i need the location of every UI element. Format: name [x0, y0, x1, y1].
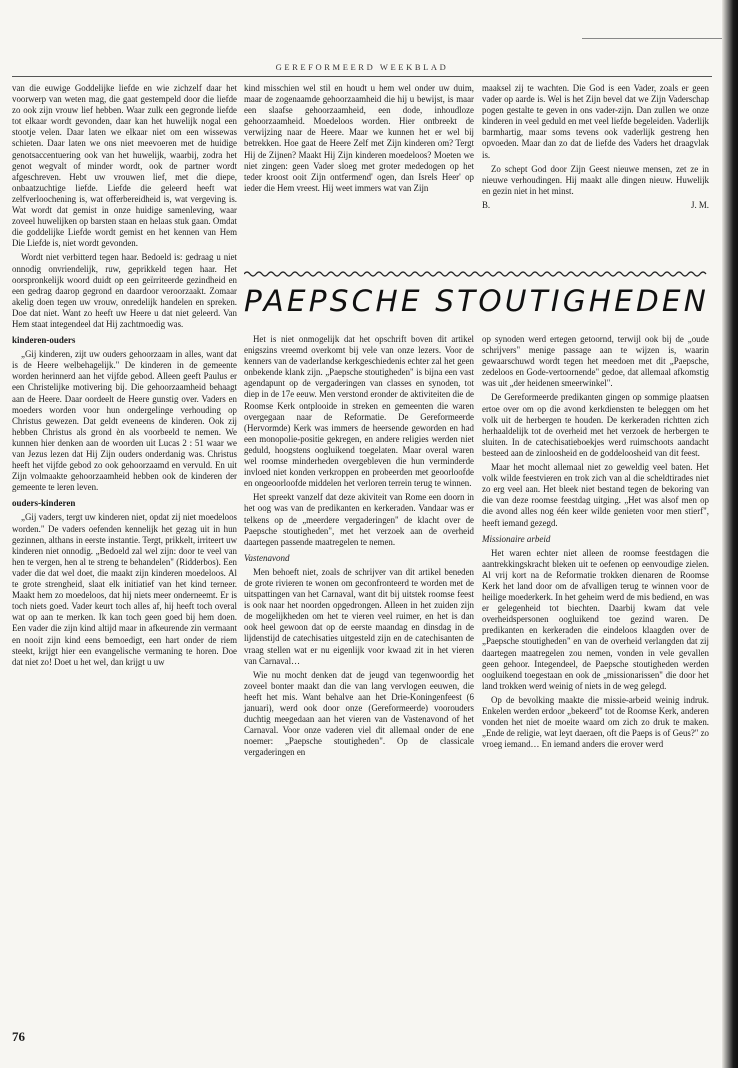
paragraph: van die euwige Goddelijke liefde en wie zichzelf daar het voorwerp van weten mag, die gaat gestempeld door die liefde zo ook zijn vrouw lief hebben. Waar zulk een gegronde liefde tot elkaar wordt gevonden, daar kan het huwelijk nogal een stootje velen. Daar laten we elkaar niet om een wissewas schieten. Daar laten we ons niet meevoeren met de huidige genotsaccentuering ook van het huwelijk, waarbij, zodra het genot wegvalt of minder wordt, ook de partner wordt afgeschreven. Hebt uw vrouwen lief, met die diepe, onbaatzuchtige liefde. Liefde die geleerd heeft wat zelfverloochening is, wat offerbereidheid is, wat vergeving is. Wat wordt dat gemist in onze huidige samenleving, waar zoveel huwelijken op barsten staan en helaas stuk gaan. Omdat die goddelijke Liefde wordt gemist en het kennen van Hem Die Liefde is, niet wordt gevonden. [12, 83, 237, 249]
paragraph: Op de bevolking maakte die missie-arbeid weinig indruk. Enkelen werden erdoor „bekeerd" tot de Roomse Kerk, anderen vonden het niet de moeite waard om zich zo druk te maken. „Ende de religie, wat leyt daeraen, oft die Paeps is of Geus?" zo vroeg iemand… En iemand anders die erover werd [482, 694, 709, 750]
paragraph: op synoden werd ertegen getoornd, terwijl ook bij de „oude schrijvers" menige passage aan te wijzen is, waarin gewaarschuwd wordt tegen het meedoen met dit „Paepsche, zedeloos en Gode-vertoornende" gedoe, dat allemaal afkomstig was uit „der heidenen smeerwinkel". [482, 334, 709, 389]
section-heading: ouders-kinderen [12, 498, 76, 509]
wavy-divider [244, 270, 709, 278]
header-rule [12, 76, 712, 77]
paragraph: Het is niet onmogelijk dat het opschrift boven dit artikel enigszins vreemd overkomt bij vele van onze lezers. Voor de kenners van de vaderlandse kerkgeschiedenis echter zal het geen onbekende klank zijn. „Paepsche stoutigheden" is bijna een vast agendapunt op de vergaderingen van classes en synoden, tot diep in de 17e eeuw. Men verstond eronder de aktiviteiten die de Roomse Kerk ontplooide in streken en gemeenten die waren overgegaan naar de Reformatie. De Gereformeerde (Hervormde) Kerk was immers de heersende geworden en had een monopolie-positie gekregen, en andere religies werden niet geduld, hoogstens oogluikend toegelaten. Maar overal waren wel roomse minderheden overgebleven die hun verminderde invloed niet konden verkroppen en probeerden met geoorloofde en ongeoorloofde middelen het verloren terrein terug te winnen. [244, 334, 474, 489]
paragraph: „Gij kinderen, zijt uw ouders gehoorzaam in alles, want dat is de Heere welbehagelijk." De kinderen in de gemeente worden herinnerd aan het vijfde gebod. Alleen geeft Paulus er een Christelijke motivering bij. Die gehoorzaamheid behaagt aan de Heere. Daar oordeelt de Heere gunstig over. Vaders en moeders worden voor hun ondergelinge verhouding op Christus gewezen. Dat geldt eveneens de kinderen. Ook zij hebben Christus als grond èn als voorbeeld te nemen. We kunnen hier denken aan de woorden uit Lucas 2 : 51 waar we van Jezus lezen dat Hij Zijn ouders onderdanig was. Christus heeft het vijfde gebod zo ook gehoorzaamd en vervuld. En uit Zijn volmaakte gehoorzaamheid hebben ook de kinderen der gemeente te leren leven. [12, 349, 237, 493]
article-column-2 [482, 334, 709, 753]
paragraph: Wordt niet verbitterd tegen haar. Bedoeld is: gedraag u niet onnodig onvriendelijk, ruw, geprikkeld tegen haar. Het oorspronkelijk woord duidt op een geïrriteerde gezindheid en een gedrag daarop gegrond en daardoor veroorzaakt. Zomaar akelig doen tegen uw vrouw, onredelijk handelen en spreken. Doe dat niet. Want zo heeft uw Heere u dat niet geleerd. Van Hem staat integendeel dat Hij zachtmoedig was. [12, 252, 237, 329]
paragraph: Maar het mocht allemaal niet zo geweldig veel baten. Het volk wilde feestvieren en trok zich van al die scheldtirades niet zo erg veel aan. Het bleek niet bestand tegen de bekoring van die van deze roomse feestdag uitging. „Het was alsof men op die avond alles nog één keer wilde genieten voor men stierf", heeft iemand gezegd. [482, 462, 709, 528]
paragraph: Het spreekt vanzelf dat deze akiviteit van Rome een doorn in het oog was van de predikanten en kerkeraden. Vandaar was er telkens op de „meerdere vergaderingen" de klacht over de Paepsche stoutigheden", met het verzoek aan de overheid daartegen passende maatregelen te nemen. [244, 492, 474, 547]
signature-line [482, 200, 709, 211]
article-title: PAEPSCHE STOUTIGHEDEN [244, 284, 710, 318]
page-number: 76 [12, 1029, 25, 1044]
paragraph: De Gereformeerde predikanten gingen op sommige plaatsen ertoe over om op die avond kerkdiensten te beleggen om het volk uit de herbergen te houden. De kerkeraden richtten zich herhaaldelijk tot de overheid met het verzoek de herbergen te sluiten. In de catechisatieboekjes werd ruimschoots aandacht besteed aan de zinloosheid en de goddeloosheid van dit feest. [482, 392, 709, 458]
paragraph: Het waren echter niet alleen de roomse feestdagen die aantrekkingskracht bleken uit te oefenen op eenvoudige zielen. Al vrij kort na de Reformatie trokken dienaren de Roomse Kerk het land door om de afvalligen terug te winnen voor de heilige moederkerk. In het geheim werd de mis bediend, en was er gelegenheid tot biechten. Daarbij kwam dat vele overheidspersonen oogluikend toe gezind waren. De predikanten en kerkeraden die eindeloos klaagden over de „Paepsche stoutigheden" en van de overheid verlangden dat zij daartegen maatregelen zou nemen, vonden in vele gevallen geen gehoor. Integendeel, de Paepsche stoutigheden werden oogluikend toegestaan en ook de „missionarissen" die door het land trokken werd weinig of niets in de weg gelegd. [482, 547, 709, 691]
section-heading: Vastenavond [244, 552, 290, 563]
signature-left: B. [482, 199, 491, 210]
section-heading: Missionaire arbeid [482, 533, 551, 544]
paragraph: Wie nu mocht denken dat de jeugd van tegenwoordig het zoveel bonter maakt dan die van lang vervlogen eeuwen, die heeft het mis. Want behalve aan het Drie-Koningenfeest (6 januari), werd ook door onze (Gereformeerde) voorouders duchtig meegedaan aan het vieren van de Vastenavond of het Carnaval. Voor onze vaderen viel dit allemaal onder de ene noemer: „Paepsche stoutigheden". Op de classicale vergaderingen en [244, 669, 474, 758]
column-3 [482, 83, 709, 263]
paragraph: Men behoeft niet, zoals de schrijver van dit artikel beneden de grote rivieren te wonen om geconfronteerd te worden met de uitspattingen van het Carnaval, want dit bij uitstek roomse feest is ook naar het noorden opgedrongen. Alleen in het zuiden zijn de mogelijkheden om het te vieren veel ruimer, en het is dan ook heel gewoon dat op de eerste maandag en dinsdag in de lijdenstijd de catechisaties uitgesteld zijn en de catechisanten de vraag stellen wat er nu eigenlijk voor kwaad zit in het vieren van Carnaval… [244, 566, 474, 666]
page-spine-shadow [722, 0, 738, 1068]
top-rule [582, 38, 722, 39]
paragraph: Zo schept God door Zijn Geest nieuwe mensen, zet ze in nieuwe verhoudingen. Hij maakt alle dingen nieuw. Huwelijk en gezin niet in het minst. [482, 163, 709, 196]
column-2 [244, 83, 474, 255]
running-header: GEREFORMEERD WEEKBLAD [275, 62, 449, 72]
section-heading: kinderen-ouders [12, 335, 76, 346]
paragraph: maaksel zij te wachten. Die God is een Vader, zoals er geen vader op aarde is. Wel is het Zijn bevel dat we Zijn Vaderschap pogen gestalte te geven in ons vader-zijn. Dan zullen we onze kinderen in veel geduld en met veel liefde begeleiden. Vaderlijk barmhartig, maar soms tevens ook vaderlijk gestreng hen opvoeden. Maar dan zo dat de liefde des Vaders het draagvlak is. [482, 83, 709, 160]
paragraph: kind misschien wel stil en houdt u hem wel onder uw duim, maar de zogenaamde gehoorzaamheid die hij u bewijst, is maar een slaafse gehoorzaamheid, een dode, inhoudloze gehoorzaamheid. Moedeloos worden. Hier ontbreekt de verwijzing naar de Heere. Maar we kunnen het er wel bij betrekken. Hoe gaat de Heere Zelf met Zijn kinderen om? Tergt Hij de Zijnen? Maakt Hij Zijn kinderen moedeloos? Moeten we niet zingen: geen Vader sloeg met groter mededogen op het teder kroost ooit Zijn ontfermend' ogen, dan Isrels Heer' op ieder die Hem vreest. Hij weet immers wat van Zijn [244, 83, 474, 193]
column-1 [12, 83, 237, 671]
paragraph: „Gij vaders, tergt uw kinderen niet, opdat zij niet moedeloos worden." De vaders oefenden kennelijk het gezag uit in hun gezinnen, althans in eerste instantie. Tergt, prikkelt, irriteert uw kinderen niet onnodig. „Bedoeld zal wel zijn: door te veel van hen te vergen, hen al te streng te behandelen" (Ridderbos). Een vader die dat wel doet, die maakt zijn kinderen moedeloos. Al te grote strengheid, slaat elk initiatief van het kind terneer. Maakt hem zo moedeloos, dat hij niets meer onderneemt. Er is toch niets goed. Vader keurt toch alles af, hij heeft toch overal wat op aan te merken. Ik kan toch geen goed bij hem doen. Een vader die zijn kind altijd maar in afkeurende zin vermaant en nooit zijn kind eens bemoedigt, een hart onder de riem steekt, krijgt hier een evangelische vermaning te horen. Doe dat niet zo! Doet u het wel, dan krijgt u uw [12, 512, 237, 667]
signature-right: J. M. [690, 199, 709, 210]
article-column-1 [244, 334, 474, 761]
